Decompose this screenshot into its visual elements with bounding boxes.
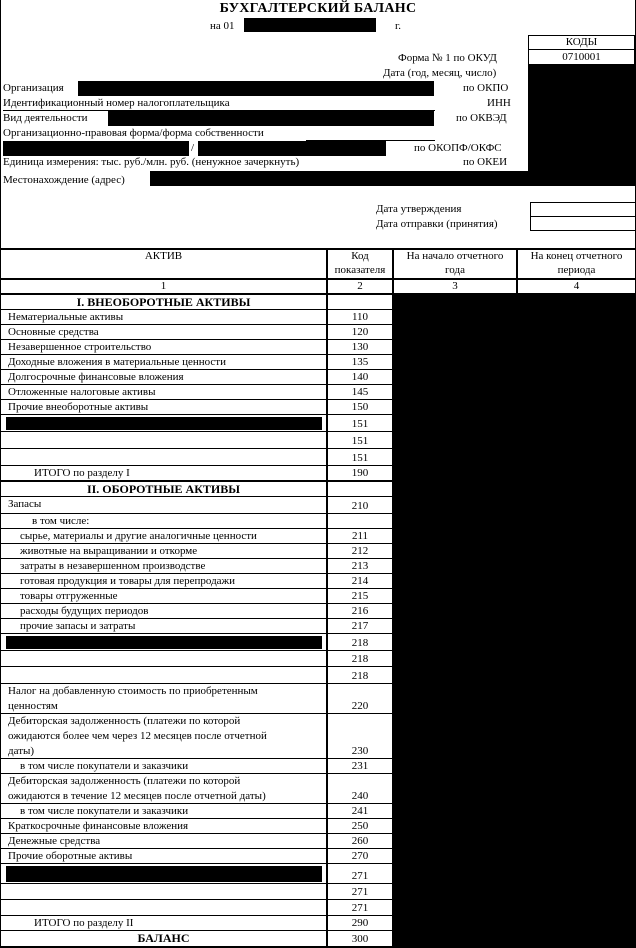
okei-label: по ОКЕИ (463, 156, 508, 168)
section-1-bottom-line (0, 309, 392, 310)
row-line (0, 618, 392, 619)
row-line (0, 384, 392, 385)
row-code: 151 (351, 418, 369, 430)
row-code: 190 (351, 467, 369, 479)
row-label: затраты в незавершенном производстве (20, 560, 206, 572)
row-line (0, 558, 392, 559)
approve-label: Дата утверждения (376, 203, 462, 215)
row-label: в том числе покупатели и заказчики (20, 760, 189, 772)
row-code: 150 (351, 401, 369, 413)
row-label: Запасы (8, 498, 42, 510)
col-num-3: 3 (452, 280, 458, 292)
col-end-line2: периода (557, 264, 596, 276)
row-code: 211 (351, 530, 369, 542)
row-label: Незавершенное строительство (8, 341, 152, 353)
row-line (0, 713, 392, 714)
row-code: 240 (351, 790, 369, 802)
row-label: ИТОГО по разделу I (34, 467, 130, 479)
row-line (0, 883, 392, 884)
row-label: товары отгруженные (20, 590, 118, 602)
row-label: животные на выращивании и откорме (20, 545, 198, 557)
row-line (0, 848, 392, 849)
row-line (0, 899, 392, 900)
okpo-label: по ОКПО (463, 82, 509, 94)
row-label: Нематериальные активы (8, 311, 124, 323)
col-num-4: 4 (573, 280, 580, 292)
okud-label: Форма № 1 по ОКУД (398, 52, 497, 64)
row-label: готовая продукция и товары для перепродажи (20, 575, 236, 587)
row-line (0, 915, 392, 916)
left-border (0, 0, 1, 948)
row-code: 130 (351, 341, 369, 353)
row-label: Долгосрочные финансовые вложения (8, 371, 184, 383)
col-start-line2: года (445, 264, 465, 276)
row-label: ценностям (8, 700, 58, 712)
row-line (0, 448, 392, 449)
activity-label: Вид деятельности (3, 112, 88, 124)
row-label: Дебиторская задолженность (платежи по которой (8, 775, 241, 787)
row-label: расходы будущих периодов (20, 605, 149, 617)
redacted-activity (108, 111, 434, 126)
row-line (0, 758, 392, 759)
approve-date-cell (530, 202, 636, 217)
row-line (0, 833, 392, 834)
row-code: 290 (351, 917, 369, 929)
row-line (0, 339, 392, 340)
col-end-line1: На конец отчетного (530, 250, 623, 262)
row-code: 271 (351, 902, 369, 914)
row-label: Прочие оборотные активы (8, 850, 133, 862)
section-1-heading: I. ВНЕОБОРОТНЫЕ АКТИВЫ (76, 295, 251, 309)
row-label: Краткосрочные финансовые вложения (8, 820, 189, 832)
row-line (0, 650, 392, 651)
row-code: 140 (351, 371, 369, 383)
row-code: 110 (351, 311, 369, 323)
redacted-row-label (6, 417, 322, 430)
row-label: даты) (8, 745, 35, 757)
row-code: 212 (351, 545, 369, 557)
row-code: 218 (351, 653, 369, 665)
redacted-legal-form (3, 141, 189, 156)
row-line (0, 588, 392, 589)
row-code: 151 (351, 452, 369, 464)
row-line (0, 773, 392, 774)
start-col-right (516, 248, 518, 295)
okved-label: по ОКВЭД (456, 112, 507, 124)
row-code: 220 (351, 700, 369, 712)
row-code: 217 (351, 620, 369, 632)
redacted-row-label (6, 636, 322, 649)
col-num-2: 2 (357, 280, 363, 292)
row-code: 214 (351, 575, 369, 587)
row-line (0, 930, 392, 931)
row-line (0, 431, 392, 432)
legal-form-label: Организационно-правовая форма/форма собственности (3, 127, 264, 139)
row-code: 260 (351, 835, 369, 847)
row-code: 135 (351, 356, 369, 368)
row-line (0, 465, 392, 466)
col-num-1: 1 (160, 280, 167, 292)
row-label: Налог на добавленную стоимость по приобретенным (8, 685, 258, 697)
row-label: ожидаются более чем через 12 месяцев после отчетной (8, 730, 267, 742)
row-code: 145 (351, 386, 369, 398)
row-code: 230 (351, 745, 369, 757)
row-line (0, 369, 392, 370)
row-line (0, 603, 392, 604)
redacted-date (244, 18, 376, 32)
balance-total-label: БАЛАНС (137, 931, 190, 945)
code-col-right (392, 248, 394, 295)
row-code: 120 (351, 326, 369, 338)
row-line (0, 666, 392, 667)
date-prefix: на 01 (210, 20, 235, 32)
row-label: Дебиторская задолженность (платежи по которой (8, 715, 241, 727)
row-code: 241 (351, 805, 369, 817)
row-code: 213 (351, 560, 369, 572)
codes-label: КОДЫ (565, 36, 598, 48)
row-label: в том числе покупатели и заказчики (20, 805, 189, 817)
row-code: 218 (351, 637, 369, 649)
row-label: Денежные средства (8, 835, 101, 847)
row-code: 151 (351, 435, 369, 447)
row-line (0, 863, 392, 864)
sent-label: Дата отправки (принятия) (376, 218, 498, 230)
redacted-address (150, 171, 636, 186)
row-code: 271 (351, 870, 369, 882)
row-line (0, 818, 392, 819)
unit-label: Единица измерения: тыс. руб./млн. руб. (ненужное зачеркнуть) (3, 156, 300, 168)
row-label: Основные средства (8, 326, 99, 338)
row-label: ожидаются в течение 12 месяцев после отчетной даты) (8, 790, 266, 802)
row-label: сырье, материалы и другие аналогичные ценности (20, 530, 257, 542)
col-code-line1: Код (351, 250, 369, 262)
row-code: 231 (351, 760, 369, 772)
redacted-values (392, 295, 636, 948)
org-label: Организация (3, 82, 64, 94)
row-line (0, 683, 392, 684)
date-label: Дата (год, месяц, число) (383, 67, 497, 79)
row-code: 218 (351, 670, 369, 682)
redacted-org (78, 81, 434, 96)
form-title: БУХГАЛТЕРСКИЙ БАЛАНС (219, 1, 417, 16)
row-line (0, 414, 392, 415)
col-start-line1: На начало отчетного (406, 250, 504, 262)
row-label: Прочие внеоборотные активы (8, 401, 149, 413)
okopf-label: по ОКОПФ/ОКФС (414, 142, 502, 154)
redacted-ownership (198, 141, 386, 156)
year-suffix: г. (395, 20, 402, 32)
row-code: 271 (351, 886, 369, 898)
row-line (0, 513, 392, 514)
inn-full-label: Идентификационный номер налогоплательщика (3, 97, 230, 109)
address-label: Местонахождение (адрес) (3, 174, 125, 186)
row-code: 210 (351, 500, 369, 512)
row-code: 270 (351, 850, 369, 862)
inn-label: ИНН (487, 97, 511, 109)
row-line (0, 803, 392, 804)
col-code-line2: показателя (334, 264, 386, 276)
row-line (0, 324, 392, 325)
section-2-heading: II. ОБОРОТНЫЕ АКТИВЫ (86, 482, 241, 496)
row-label: Доходные вложения в материальные ценности (8, 356, 226, 368)
okud-value: 0710001 (562, 51, 601, 63)
slash: / (191, 142, 195, 154)
row-line (0, 543, 392, 544)
row-line (0, 354, 392, 355)
row-line (0, 573, 392, 574)
row-line (0, 633, 392, 634)
row-line (0, 528, 392, 529)
row-code: 300 (351, 933, 369, 945)
row-line (0, 399, 392, 400)
redacted-row-label (6, 866, 322, 882)
row-label: Отложенные налоговые активы (8, 386, 156, 398)
sent-date-cell (530, 216, 636, 231)
row-label: в том числе: (32, 515, 90, 527)
row-label: ИТОГО по разделу II (34, 917, 134, 929)
row-code: 216 (351, 605, 369, 617)
section-2-bottom-line (0, 496, 392, 497)
row-label: прочие запасы и затраты (20, 620, 136, 632)
row-code: 215 (351, 590, 369, 602)
row-code: 250 (351, 820, 369, 832)
col-aktiv: АКТИВ (144, 250, 183, 262)
redacted-codes (528, 65, 636, 186)
